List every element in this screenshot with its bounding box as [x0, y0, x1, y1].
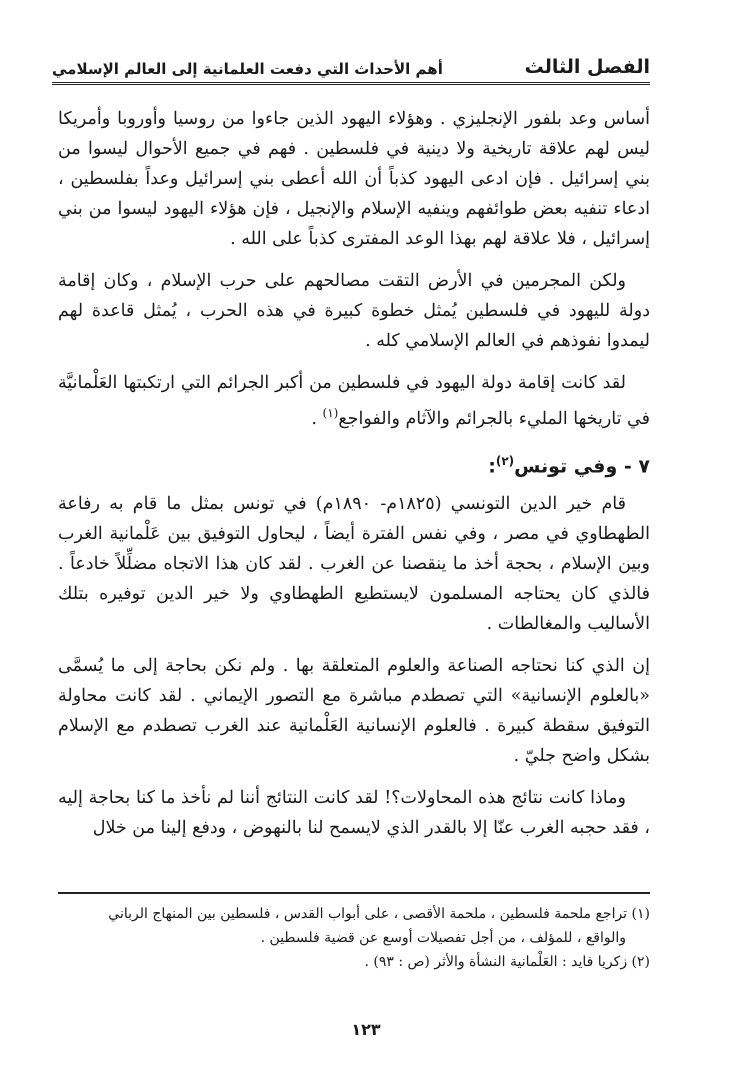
footnote-1-continued: والواقع ، للمؤلف ، من أجل تفصيلات أوسع عن قضية فلسطين .: [260, 930, 626, 946]
paragraph-text: لقد كانت إقامة دولة اليهود في فلسطين من أكبر الجرائم التي ارتكبتها العَلْمانيَّة في تاريخها المليء بالجرائم والآثام والفواجع: [58, 373, 650, 429]
section-heading: ٧ - وفي تونس$^{(٢)}$:: [488, 453, 650, 478]
paragraph: إن الذي كنا نحتاجه الصناعة والعلوم المتعلقة بها . ولم نكن بحاجة إلى ما يُسمَّى «بالعلوم الإنسانية» التي تصطدم مباشرة مع التصور الإيماني . لقد كانت محاولة التوفيق سقطة كبيرة . فالعلوم الإنسانية العَلْمانية عند الغرب تصطدم مع الإسلام بشكل واضح جليّ .: [58, 656, 650, 767]
section-heading-text: ٧ - وفي تونس: [514, 455, 650, 478]
paragraph: وماذا كانت نتائج هذه المحاولات؟! لقد كانت النتائج أننا لم نأخذ ما كنا بحاجة إليه ، فقد حجبه الغرب عنّا إلا بالقدر الذي لايسمح لنا بالنهوض ، ودفع إلينا من خلال: [58, 788, 650, 839]
paragraph: أساس وعد بلفور الإنجليزي . وهؤلاء اليهود الذين جاءوا من روسيا وأوروبا وأمريكا ليس لهم علاقة تاريخية ولا دينية في فلسطين . فهم في جميع الأحوال ليسوا من بني إسرائيل . فإن ادعى اليهود كذباً أن الله أعطى بني إسرائيل وعداً بفلسطين ، ادعاء تنفيه بعض طوائفهم وينفيه الإسلام والإنجيل ، فإن هؤلاء اليهود ليسوا من بني إسرائيل ، فلا علاقة لهم بهذا الوعد المفترى كذباً على الله .: [58, 109, 650, 249]
footnote-ref-1[interactable]: (١): [322, 406, 339, 420]
paragraph: ولكن المجرمين في الأرض التقت مصالحهم على حرب الإسلام ، وكان إقامة دولة لليهود في فلسطين يُمثل خطوة كبيرة في هذه الحرب ، يُمثل قاعدة لهم ليمدوا نفوذهم في العالم الإسلامي كله .: [58, 271, 650, 351]
footnote-2: (٢) زكريا فايد : العَلْمانية النشأة والأثر (ص : ٩٣) .: [364, 954, 650, 970]
footnote-1: (١) تراجع ملحمة فلسطين ، ملحمة الأقصى ، على أبواب القدس ، فلسطين بين المنهاج الرباني: [108, 906, 650, 922]
page-header: [52, 42, 650, 85]
page-number: ١٢٣: [351, 1020, 381, 1039]
footnotes: [58, 892, 650, 974]
running-title: أهم الأحداث التي دفعت العلمانية إلى العالم الإسلامي: [52, 60, 443, 78]
chapter-title: الفصل الثالث: [524, 56, 650, 78]
main-text: [58, 104, 650, 855]
paragraph: لقد كانت إقامة دولة اليهود في فلسطين من أكبر الجرائم التي ارتكبتها العَلْمانيَّة في تاريخها المليء بالجرائم والآثام والفواجع$^{(١)}$ .: [58, 373, 650, 429]
footnote-ref-2[interactable]: (٢): [495, 453, 515, 468]
paragraph: قام خير الدين التونسي (١٨٢٥م- ١٨٩٠م) في تونس بمثل ما قام به رفاعة الطهطاوي في مصر ، وفي نفس الفترة أيضاً ، ليحاول التوفيق بين عَلْمانية الغرب وبين الإسلام ، بحجة أخذ ما ينقصنا عن الغرب . لقد كان هذا الاتجاه مضلِّلاً خادعاً . فالذي كان يحتاجه المسلمون لايستطيع الطهطاوي ولا خير الدين توفيره بتلك الأساليب والمغالطات .: [58, 494, 650, 635]
